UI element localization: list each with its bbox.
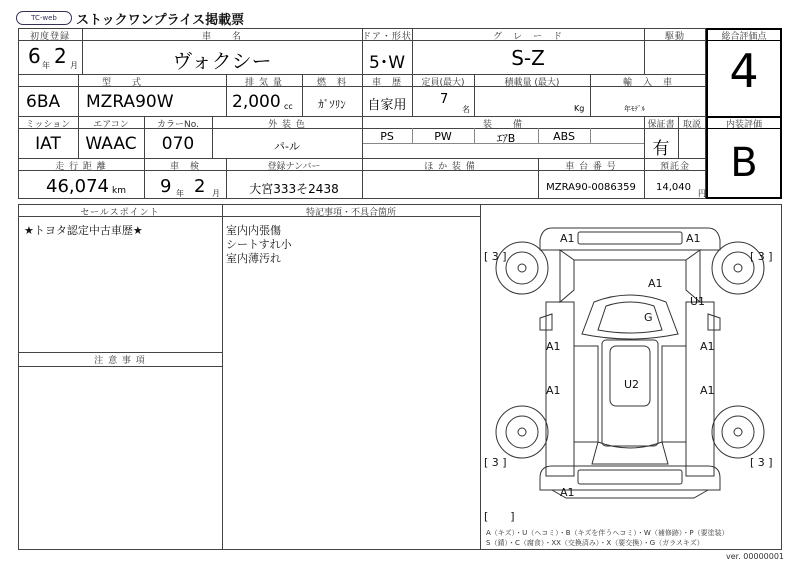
capacity: 7 (440, 92, 449, 107)
damage-mark: A1 (686, 232, 701, 245)
page-title: ストックワンプライス掲載票 (76, 13, 245, 28)
overall-score: 4 (729, 44, 759, 98)
label-interior-score: 内装評価 (725, 120, 762, 130)
label-overall-score: 総合評価点 (721, 32, 767, 42)
label-grade: グ レ ー ド (492, 32, 563, 42)
equipment-pw: PW (434, 130, 452, 143)
label-warranty: 保証書 (647, 120, 675, 130)
reg-month: 2 (54, 44, 67, 68)
grade: S-Z (511, 46, 545, 70)
label-inspection: 車 検 (169, 162, 200, 172)
damage-mark: A1 (560, 486, 575, 499)
inspection-month: 2 (194, 176, 206, 197)
label-drive: 駆動 (664, 32, 685, 42)
mileage: 46,074 (46, 176, 109, 197)
bracket-rear-left: [ 3 ] (484, 456, 507, 469)
plate-number: 大宮333そ2438 (249, 182, 339, 196)
door-shape: 5･W (368, 53, 406, 73)
deposit-unit: 円 (698, 189, 706, 198)
reg-year: 6 (28, 44, 41, 68)
label-fuel: 燃 料 (316, 78, 347, 88)
color-no: 070 (161, 134, 195, 154)
exterior-color: パ-ル (274, 140, 300, 153)
car-name: ヴォクシー (172, 49, 272, 73)
mission: IAT (35, 134, 61, 154)
load-unit: Kg (574, 104, 585, 113)
damage-mark: A1 (560, 232, 575, 245)
history: 自家用 (367, 98, 407, 113)
label-deposit: 預託金 (659, 162, 690, 172)
damage-mark: A1 (700, 340, 715, 353)
label-color-no: カラーNo. (157, 120, 199, 130)
label-manual: 取説 (682, 120, 701, 130)
label-history: 車 歴 (371, 78, 402, 88)
label-model: 型 式 (101, 78, 142, 88)
displacement-unit: cc (284, 102, 293, 111)
damage-mark: A1 (546, 384, 561, 397)
sales-point-text: ★トヨタ認定中古車歴★ (24, 224, 143, 237)
warranty-value: 有 (652, 139, 670, 159)
label-mileage: 走 行 距 離 (55, 162, 107, 172)
model-prefix: 6BA (26, 92, 61, 112)
car-damage-diagram (482, 206, 780, 548)
aircon: WAAC (85, 134, 137, 154)
damage-mark: G (644, 311, 653, 324)
bracket-rear-right: [ 3 ] (750, 456, 773, 469)
bracket-empty: [ ] (484, 510, 515, 523)
inspection-year-unit: 年 (176, 189, 184, 198)
fuel: ｶﾞｿﾘﾝ (318, 98, 346, 111)
import-model-year: 年ﾓﾃﾞﾙ (624, 105, 645, 113)
inspection-year: 9 (160, 176, 172, 197)
displacement: 2,000 (232, 92, 281, 112)
damage-mark: A1 (700, 384, 715, 397)
defect-item: シートすれ小 (226, 238, 292, 251)
label-other-equip: ほ か 装 備 (424, 162, 476, 172)
damage-mark: A1 (648, 277, 663, 290)
chassis-no: MZRA90-0086359 (546, 182, 636, 193)
damage-mark: U1 (690, 295, 706, 308)
legend-line-1: A（キズ）・U（ヘコミ）・B（キズを伴うヘコミ）・W（補修跡）・P（要塗装） (486, 529, 729, 537)
label-door: ドア・形状 (362, 32, 412, 42)
label-import: 輸 入 車 (622, 78, 673, 88)
deposit: 14,040 (656, 182, 691, 193)
label-displacement: 排 気 量 (245, 78, 283, 88)
label-capacity: 定員(最大) (421, 78, 465, 88)
inspection-month-unit: 月 (212, 189, 220, 198)
defect-item: 室内内張傷 (226, 224, 281, 237)
reg-year-unit: 年 (42, 61, 50, 70)
version-text: ver. 00000001 (726, 552, 785, 561)
capacity-unit: 名 (462, 105, 470, 114)
label-notes-defects: 特記事項・不具合箇所 (305, 208, 396, 218)
mileage-unit: km (112, 186, 126, 196)
label-load: 積載量 (最大) (504, 78, 560, 88)
equipment-airbag: ｴｱB (496, 132, 516, 145)
damage-mark: U2 (624, 378, 640, 391)
label-equipment: 装 備 (482, 120, 523, 130)
model-code: MZRA90W (86, 92, 174, 112)
label-plate: 登録ナンバー (267, 162, 321, 172)
interior-score: B (730, 140, 758, 186)
bracket-front-right: [ 3 ] (750, 250, 773, 263)
label-mission: ミッション (25, 120, 71, 130)
label-chassis-no: 車 台 番 号 (565, 162, 617, 172)
damage-mark: A1 (546, 340, 561, 353)
label-exterior-color: 外 装 色 (268, 120, 306, 130)
label-first-reg: 初度登録 (29, 32, 70, 42)
label-caution: 注 意 事 項 (94, 356, 146, 366)
logo: TC-web (16, 11, 72, 25)
label-aircon: エアコン (93, 120, 129, 130)
bracket-front-left: [ 3 ] (484, 250, 507, 263)
reg-month-unit: 月 (70, 61, 78, 70)
label-car-name: 車 名 (201, 32, 242, 42)
defect-item: 室内薄汚れ (226, 252, 281, 265)
equipment-abs: ABS (553, 130, 575, 143)
legend-line-2: S（錆）・C（腐食）・XX（交換済み）・X（要交換）・G（ガラスキズ） (486, 539, 704, 547)
label-sales-point: セールスポイント (80, 208, 160, 218)
equipment-ps: PS (380, 130, 394, 143)
